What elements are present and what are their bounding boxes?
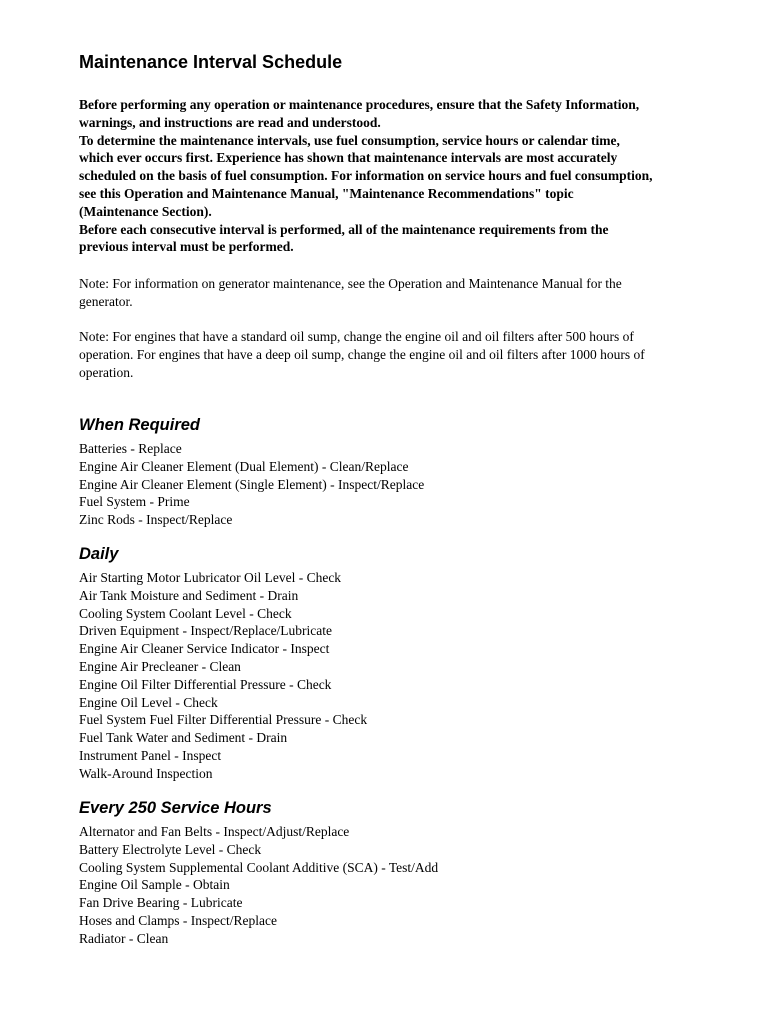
note-generator-maintenance	[79, 275, 729, 311]
list-item: Engine Air Cleaner Element (Single Element) - Inspect/Replace	[79, 476, 425, 492]
list-item: Engine Oil Filter Differential Pressure - Check	[79, 676, 332, 692]
section-heading-daily: Daily	[79, 545, 119, 563]
intro-line: To determine the maintenance intervals, use fuel consumption, service hours or calendar time,	[79, 132, 620, 148]
list-item: Air Tank Moisture and Sediment - Drain	[79, 587, 299, 603]
intro-line: Before each consecutive interval is performed, all of the maintenance requirements from the	[79, 221, 609, 237]
list-item: Engine Air Cleaner Element (Dual Element) - Clean/Replace	[79, 458, 409, 474]
note-line: Note: For engines that have a standard oil sump, change the engine oil and oil filters after 500 hours of	[79, 329, 634, 344]
list-item: Walk-Around Inspection	[79, 765, 213, 781]
note-line: generator.	[79, 293, 133, 309]
task-list-daily	[79, 569, 367, 783]
list-item: Driven Equipment - Inspect/Replace/Lubricate	[79, 623, 333, 639]
list-item: Batteries - Replace	[79, 441, 182, 456]
intro-paragraph	[79, 96, 729, 256]
intro-line: warnings, and instructions are read and understood.	[79, 114, 381, 130]
page-title: Maintenance Interval Schedule	[79, 52, 343, 72]
note-line: operation. For engines that have a deep oil sump, change the engine oil and oil filters after 1000 hours of	[79, 346, 645, 362]
intro-line: Before performing any operation or maintenance procedures, ensure that the Safety Information,	[79, 97, 640, 112]
intro-line: scheduled on the basis of fuel consumption. For information on service hours and fuel consumption,	[79, 168, 653, 184]
list-item: Battery Electrolyte Level - Check	[79, 841, 262, 857]
section-heading-every-250-hours: Every 250 Service Hours	[79, 799, 272, 817]
list-item: Engine Air Precleaner - Clean	[79, 658, 241, 674]
section-heading-when-required: When Required	[79, 416, 201, 434]
list-item: Fuel Tank Water and Sediment - Drain	[79, 730, 288, 746]
list-item: Zinc Rods - Inspect/Replace	[79, 512, 233, 528]
note-oil-sump	[79, 328, 729, 381]
list-item: Hoses and Clamps - Inspect/Replace	[79, 912, 277, 928]
list-item: Engine Oil Level - Check	[79, 694, 218, 710]
task-list-when-required	[79, 440, 424, 529]
list-item: Air Starting Motor Lubricator Oil Level - Check	[79, 570, 342, 585]
list-item: Fan Drive Bearing - Lubricate	[79, 895, 243, 911]
intro-line: see this Operation and Maintenance Manual, "Maintenance Recommendations" topic	[79, 185, 574, 201]
task-list-every-250-hours	[79, 823, 438, 948]
list-item: Engine Oil Sample - Obtain	[79, 877, 230, 893]
list-item: Cooling System Supplemental Coolant Additive (SCA) - Test/Add	[79, 859, 439, 875]
list-item: Engine Air Cleaner Service Indicator - Inspect	[79, 641, 330, 657]
list-item: Alternator and Fan Belts - Inspect/Adjust/Replace	[79, 824, 350, 839]
list-item: Radiator - Clean	[79, 930, 169, 946]
note-line: operation.	[79, 364, 134, 380]
list-item: Cooling System Coolant Level - Check	[79, 605, 292, 621]
list-item: Fuel System Fuel Filter Differential Pressure - Check	[79, 712, 368, 728]
intro-line: which ever occurs first. Experience has shown that maintenance intervals are most accurately	[79, 150, 618, 166]
list-item: Fuel System - Prime	[79, 494, 190, 510]
intro-line: (Maintenance Section).	[79, 203, 212, 219]
note-line: Note: For information on generator maintenance, see the Operation and Maintenance Manual for the	[79, 276, 622, 291]
list-item: Instrument Panel - Inspect	[79, 747, 222, 763]
intro-line: previous interval must be performed.	[79, 239, 294, 255]
